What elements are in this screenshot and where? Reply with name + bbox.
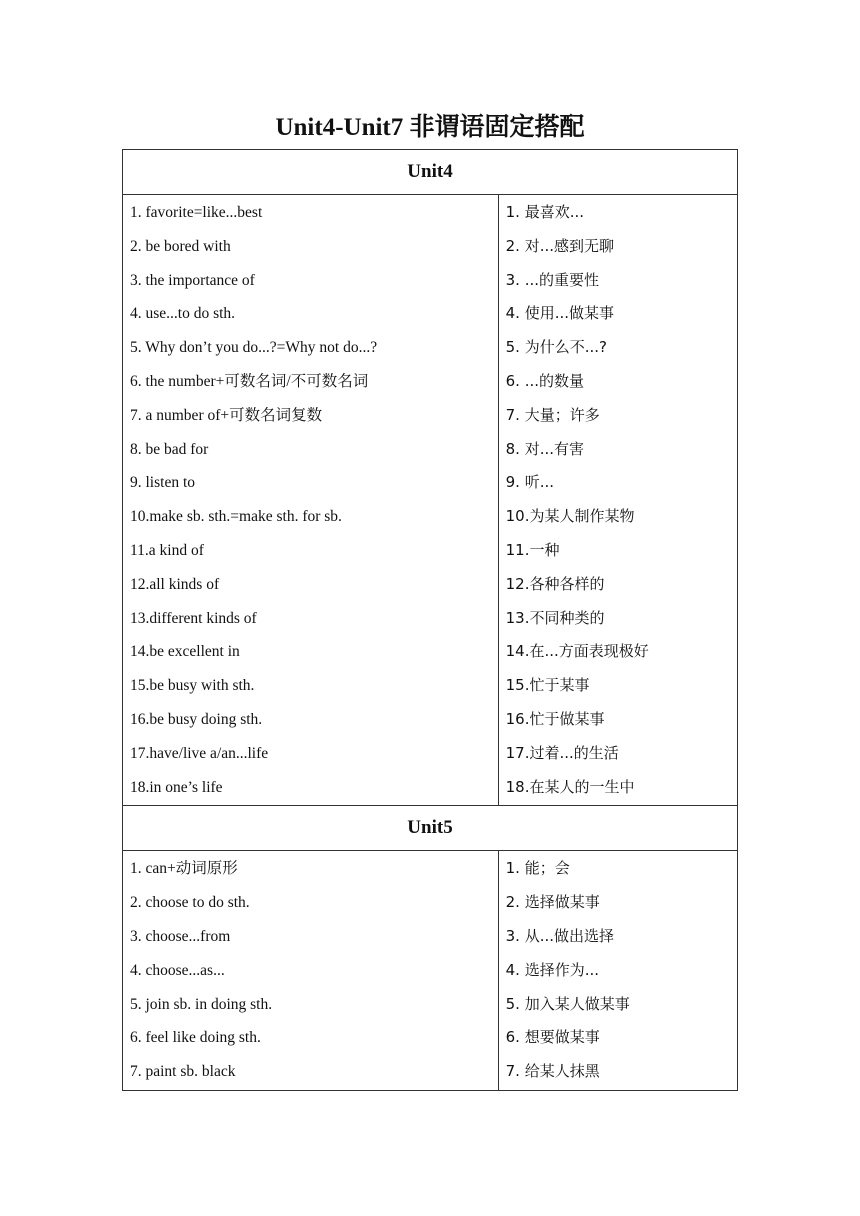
phrase-item: 16.be busy doing sth. [130,710,263,728]
phrase-item: 5. Why don’t you do...?=Why not do...? [130,339,378,357]
phrase-item: 2. be bored with [130,237,231,255]
phrase-item: 4. choose...as... [130,961,225,979]
translation-item: 4. 使用...做某事 [505,304,614,323]
unit4-english-list [123,195,498,805]
phrase-item: 15.be busy with sth. [130,677,255,695]
translation-item: 18.在某人的一生中 [505,777,635,796]
translation-item: 15.忙于某事 [505,676,590,695]
phrase-item: 4. use...to do sth. [130,305,236,323]
translation-item: 9. 听... [505,473,554,492]
translation-item: 16.忙于做某事 [505,709,605,728]
phrase-item: 11.a kind of [130,541,204,559]
unit4-english-cell [123,195,499,806]
translation-item: 10.为某人制作某物 [505,507,635,526]
phrase-item: 3. the importance of [130,271,255,289]
unit5-english-cell [123,851,499,1091]
unit5-heading: Unit5 [123,806,738,851]
translation-item: 7. 大量；许多 [505,405,600,424]
translation-item: 5. 为什么不...? [505,338,607,357]
translation-item: 7. 给某人抹黑 [505,1062,600,1081]
phrase-item: 7. paint sb. black [130,1063,236,1081]
unit5-chinese-cell [498,851,737,1091]
phrase-item: 8. be bad for [130,440,209,458]
phrase-item: 14.be excellent in [130,643,240,661]
phrase-item: 17.have/live a/an...life [130,744,269,762]
document-title: Unit4-Unit7 非谓语固定搭配 [275,114,585,141]
phrase-item: 13.different kinds of [130,609,257,627]
phrase-item: 3. choose...from [130,927,231,945]
phrase-item: 6. feel like doing sth. [130,1029,261,1047]
translation-item: 3. ...的重要性 [505,270,599,289]
phrase-item: 1. can+动词原形 [130,860,238,878]
unit5-header-row [123,806,738,851]
unit4-header-row [123,150,738,195]
translation-item: 5. 加入某人做某事 [505,994,630,1013]
translation-item: 17.过着...的生活 [505,743,619,762]
unit5-english-list [123,851,498,1090]
translation-item: 11.一种 [505,540,560,559]
phrase-item: 10.make sb. sth.=make sth. for sb. [130,508,342,526]
translation-item: 6. 想要做某事 [505,1028,600,1047]
translation-item: 2. 选择做某事 [505,893,600,912]
vocabulary-table [122,149,738,1091]
translation-item: 2. 对...感到无聊 [505,236,614,255]
unit5-content-row [123,851,738,1091]
translation-item: 4. 选择作为... [505,960,599,979]
phrase-item: 2. choose to do sth. [130,894,250,912]
unit4-content-row [123,195,738,806]
unit4-heading: Unit4 [123,150,738,195]
phrase-item: 5. join sb. in doing sth. [130,995,273,1013]
phrase-item: 12.all kinds of [130,575,220,593]
unit4-chinese-cell [498,195,737,806]
translation-item: 6. ...的数量 [505,371,584,390]
translation-item: 13.不同种类的 [505,608,605,627]
translation-item: 3. 从...做出选择 [505,926,614,945]
phrase-item: 9. listen to [130,474,196,492]
translation-item: 14.在...方面表现极好 [505,642,649,661]
translation-item: 8. 对...有害 [505,439,584,458]
phrase-item: 1. favorite=like...best [130,204,263,221]
translation-item: 1. 最喜欢... [505,203,584,221]
unit4-chinese-list [499,195,737,805]
phrase-item: 18.in one’s life [130,778,223,796]
unit5-chinese-list [499,851,737,1090]
phrase-item: 6. the number+可数名词/不可数名词 [130,372,369,390]
translation-item: 12.各种各样的 [505,574,605,593]
translation-item: 1. 能；会 [505,859,570,878]
phrase-item: 7. a number of+可数名词复数 [130,406,323,424]
